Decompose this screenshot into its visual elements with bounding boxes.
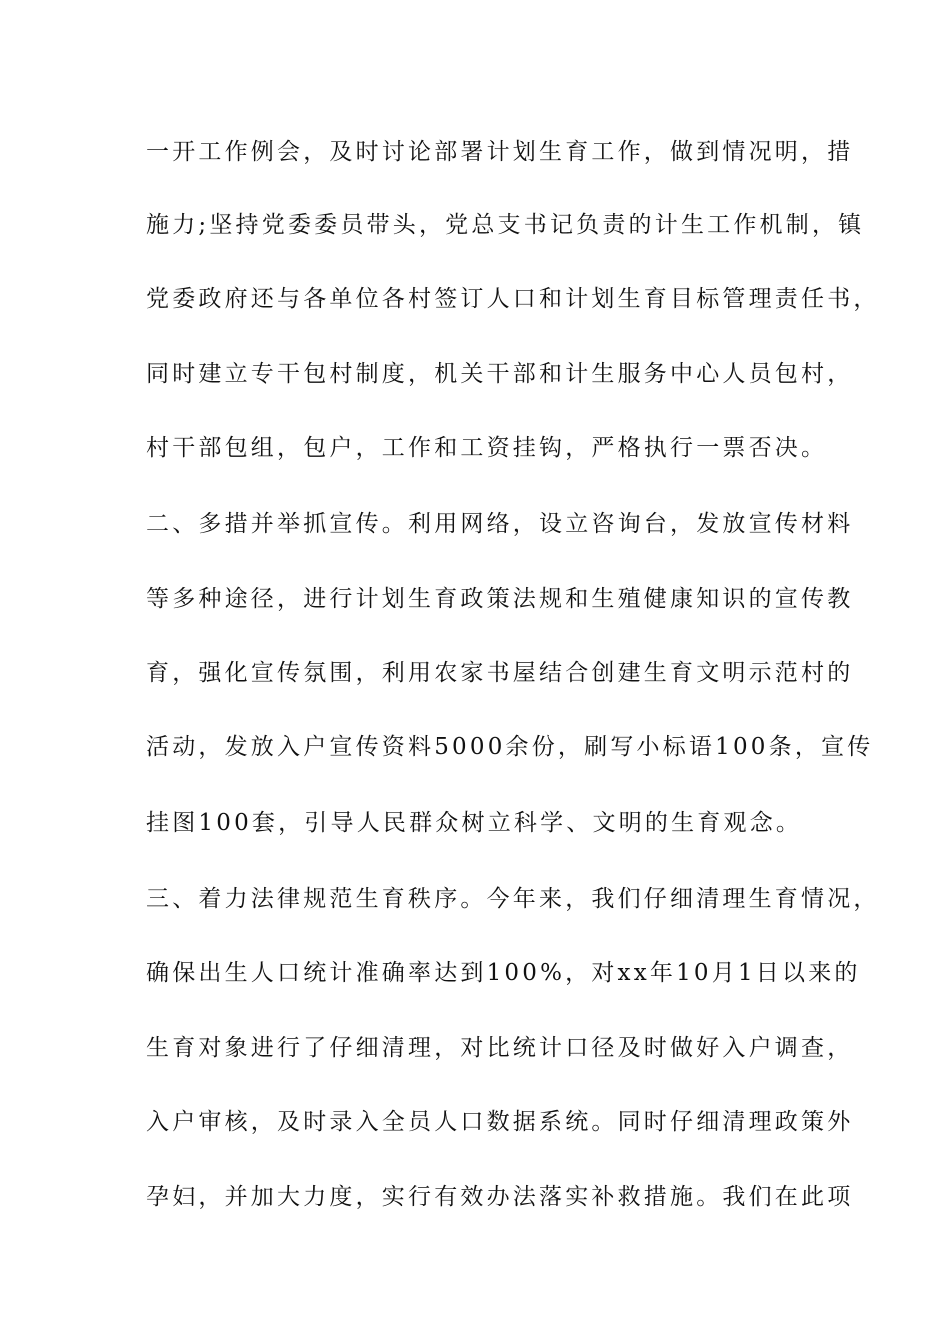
text-line: 入户审核，及时录入全员人口数据系统。同时仔细清理政策外 [146, 1109, 854, 1135]
text-line: 生育对象进行了仔细清理，对比统计口径及时做好入户调查， [146, 1035, 854, 1061]
text-line: 同时建立专干包村制度，机关干部和计生服务中心人员包村， [146, 361, 854, 387]
text-line: 二、多措并举抓宣传。利用网络，设立咨询台，发放宣传材料 [146, 511, 854, 537]
text-line: 村干部包组，包户，工作和工资挂钩，严格执行一票否决。 [146, 435, 828, 461]
text-line: 等多种途径，进行计划生育政策法规和生殖健康知识的宣传教 [146, 586, 854, 612]
text-line: 孕妇，并加大力度，实行有效办法落实补救措施。我们在此项 [146, 1184, 854, 1210]
text-line: 育，强化宣传氛围，利用农家书屋结合创建生育文明示范村的 [146, 660, 854, 686]
text-line: 施力;坚持党委委员带头，党总支书记负责的计生工作机制，镇 [146, 212, 865, 238]
text-line: 党委政府还与各单位各村签订人口和计划生育目标管理责任书， [146, 286, 880, 312]
text-line: 活动，发放入户宣传资料5000余份，刷写小标语100条，宣传 [146, 734, 874, 760]
text-line: 三、着力法律规范生育秩序。今年来，我们仔细清理生育情况， [146, 886, 880, 912]
text-line: 一开工作例会，及时讨论部署计划生育工作，做到情况明，措 [146, 139, 854, 165]
text-line: 确保出生人口统计准确率达到100%，对xx年10月1日以来的 [146, 960, 861, 986]
text-line: 挂图100套，引导人民群众树立科学、文明的生育观念。 [146, 810, 803, 836]
